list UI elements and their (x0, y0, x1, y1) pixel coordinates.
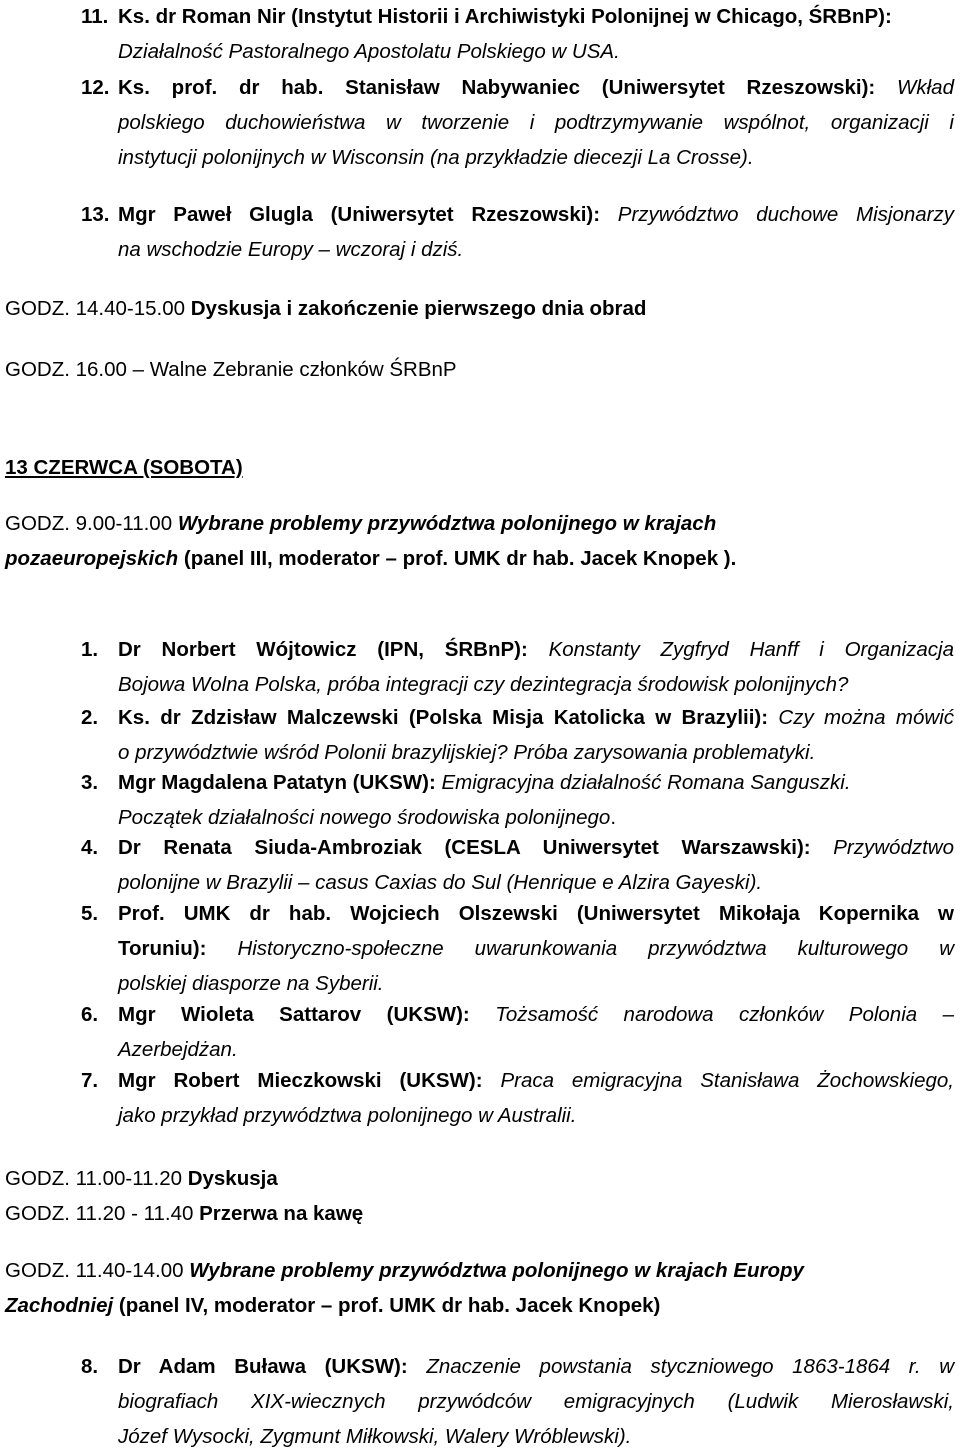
text-run: (panel III, moderator – prof. UMK dr hab. Jacek Knopek ). (178, 547, 737, 570)
item-line (118, 896, 954, 932)
text-run: Mgr Paweł Glugla (Uniwersytet Rzeszowski): (118, 203, 618, 226)
text-run: Przywództwo (833, 836, 954, 859)
text-run: polskiego duchowieństwa w tworzenie i podtrzymywanie wspólnot, organizacji i (118, 111, 954, 134)
text-run: Tożsamość narodowa członków Polonia – (495, 1003, 954, 1026)
item-number: 12. (81, 76, 110, 99)
text-run: Ks. dr Zdzisław Malczewski (Polska Misja Katolicka w Brazylii): (118, 706, 779, 729)
text-run: Znaczenie powstania styczniowego 1863-1864 r. w (426, 1355, 954, 1378)
text-run: Emigracyjna działalność Romana Sanguszki. (441, 771, 851, 794)
text-run: Mgr Wioleta Sattarov (UKSW): (118, 1003, 496, 1026)
schedule-coffee-break (5, 1196, 363, 1232)
text-run: Historyczno-społeczne uwarunkowania przywództwa kulturowego w (237, 937, 954, 960)
text-run: Ks. dr Roman Nir (Instytut Historii i Archiwistyki Polonijnej w Chicago, ŚRBnP): (118, 5, 892, 28)
text-run: Dr Renata Siuda-Ambroziak (CESLA Uniwersytet Warszawski): (118, 836, 834, 859)
item-line (118, 1098, 576, 1134)
item-line (118, 70, 954, 106)
item-number: 8. (81, 1355, 99, 1378)
text-run: polonijne w Brazylii – casus Caxias do Sul (Henrique e Alzira Gayeski). (118, 871, 763, 894)
text-run: Wybrane problemy przywództwa polonijnego w krajach (177, 512, 717, 535)
text-run: Dyskusja (187, 1167, 278, 1190)
item-line (118, 1384, 954, 1420)
item-number: 11. (81, 5, 109, 28)
item-number: 1. (81, 638, 99, 661)
item-line (118, 232, 463, 268)
item-line (118, 700, 954, 736)
text-run: jako przykład przywództwa polonijnego w Australii. (118, 1104, 577, 1127)
text-run: Dr Norbert Wójtowicz (IPN, ŚRBnP): (118, 638, 549, 661)
text-run: GODZ. 14.40-15.00 (5, 297, 191, 320)
panel4-header-line2 (5, 1288, 660, 1324)
item-line (118, 765, 851, 801)
text-run: Ks. prof. dr hab. Stanisław Nabywaniec (Uniwersytet Rzeszowski): (118, 76, 898, 99)
text-run: GODZ. 11.20 - 11.40 (5, 1202, 200, 1225)
schedule-general-meeting (5, 352, 457, 388)
item-number: 4. (81, 836, 99, 859)
item-line (118, 197, 954, 233)
text-run: pozaeuropejskich (5, 547, 179, 570)
text-run: Prof. UMK dr hab. Wojciech Olszewski (Uniwersytet Mikołaja Kopernika w (118, 902, 954, 925)
text-run: . (610, 806, 617, 829)
text-run: GODZ. 9.00-11.00 (5, 512, 178, 535)
text-run: Toruniu): (118, 937, 238, 960)
text-run: Wybrane problemy przywództwa polonijnego w krajach Europy (189, 1259, 804, 1282)
panel3-header-line2 (5, 541, 736, 577)
text-run: Wkład (897, 76, 954, 99)
text-run: o przywództwie wśród Polonii brazylijskiej? Próba zarysowania problematyki. (118, 741, 816, 764)
text-run: biografiach XIX-wiecznych przywódców emigracyjnych (Ludwik Mierosławski, (118, 1390, 954, 1413)
item-line (118, 997, 954, 1033)
text-run: Mgr Magdalena Patatyn (UKSW): (118, 771, 442, 794)
text-run: Zachodniej (5, 1294, 114, 1317)
text-run: GODZ. 11.00-11.20 (5, 1167, 188, 1190)
item-number: 5. (81, 902, 99, 925)
schedule-discussion-day2 (5, 1161, 278, 1197)
text-run: na wschodzie Europy – wczoraj i dziś. (118, 238, 464, 261)
text-run: GODZ. 16.00 – Walne Zebranie członków ŚRBnP (5, 358, 457, 381)
text-run: Bojowa Wolna Polska, próba integracji czy dezintegracja środowisk polonijnych? (118, 673, 849, 696)
panel4-header-line1 (5, 1253, 804, 1289)
text-run: polskiej diasporze na Syberii. (118, 972, 384, 995)
panel3-header-line1 (5, 506, 716, 542)
item-line (118, 667, 848, 703)
item-number: 6. (81, 1003, 99, 1026)
item-number: 2. (81, 706, 99, 729)
text-run: Praca emigracyjna Stanisława Żochowskiego, (500, 1069, 955, 1092)
item-number: 3. (81, 771, 99, 794)
text-run: Dr Adam Buława (UKSW): (118, 1355, 427, 1378)
text-run: Konstanty Zygfryd Hanff i Organizacja (548, 638, 954, 661)
item-line (118, 931, 954, 967)
text-run: Dyskusja i zakończenie pierwszego dnia obrad (190, 297, 647, 320)
text-run: Przerwa na kawę (199, 1202, 364, 1225)
text-run: Przywództwo duchowe Misjonarzy (617, 203, 954, 226)
item-line (118, 1063, 954, 1099)
text-run: instytucji polonijnych w Wisconsin (na przykładzie diecezji La Crosse). (118, 146, 754, 169)
text-run: GODZ. 11.40-14.00 (5, 1259, 190, 1282)
item-line (118, 0, 892, 35)
item-line (118, 1349, 954, 1385)
item-line (118, 105, 954, 141)
day-heading-saturday: 13 CZERWCA (SOBOTA) (5, 456, 243, 479)
text-run: Początek działalności nowego środowiska polonijnego (118, 806, 611, 829)
text-run: Działalność Pastoralnego Apostolatu Polskiego w USA. (118, 40, 620, 63)
text-run: (panel IV, moderator – prof. UMK dr hab. Jacek Knopek) (113, 1294, 661, 1317)
item-line (118, 1419, 631, 1455)
text-run: Czy można mówić (778, 706, 955, 729)
text-run: Józef Wysocki, Zygmunt Miłkowski, Walery Wróblewski). (118, 1425, 632, 1448)
item-number: 13. (81, 203, 110, 226)
item-line (118, 140, 754, 176)
item-number: 7. (81, 1069, 99, 1092)
item-line (118, 34, 620, 70)
item-line (118, 632, 954, 668)
text-run: Mgr Robert Mieczkowski (UKSW): (118, 1069, 501, 1092)
text-run: Azerbejdżan. (118, 1038, 238, 1061)
schedule-discussion-day1 (5, 291, 646, 327)
item-line (118, 830, 954, 866)
